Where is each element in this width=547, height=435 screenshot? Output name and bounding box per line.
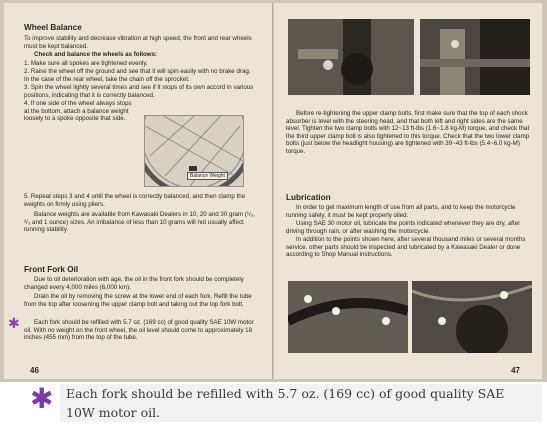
lever-image-icon xyxy=(288,281,408,353)
step-1: 1. Make sure all spokes are tightened evenly. xyxy=(24,60,148,67)
wheel-balance-image xyxy=(144,115,244,187)
brake-cable-image-icon xyxy=(412,281,532,353)
fork-paragraph-2: Drain the oil by removing the screw at the lower end of each fork. Refill the tube from the top after loosening the upper clamp bolt and taking out the top fork bolt. xyxy=(24,293,252,308)
right-page xyxy=(274,3,542,379)
lube-photo-left xyxy=(288,281,408,353)
clamp-bolt-text: Before re-tightening the upper clamp bolts, first make sure that the top of each shock absorber is level with the steering head, and that both left and right sides are the same level. Tighten the two clamp bolts with 12~13 ft-lbs (1.6~1.8 kg-M) torque, and check that the third upper clamp bolt is also tightened to this torque. Check that the two lower clamp bolts (just below the headlight housing) are tightened with 39~43 ft-lbs (5.4~6.0 kg-M) torque. xyxy=(286,110,530,155)
lube-paragraph-1: In order to get maximum length of use from all parts, and to keep the motorcycle running safely, it must be kept properly oiled. xyxy=(286,204,516,219)
balance-weight-label: Balance Weight xyxy=(187,172,228,180)
wheel-intro: To improve stability and decrease vibration at high speed, the front and rear wheels must be kept balanced. xyxy=(24,35,252,50)
fork-paragraph-1: Due to oil deterioration with age, the oil in the front fork should be completely changed every 4,000 miles (6,000 km). xyxy=(24,276,244,291)
check-heading: Check and balance the wheels as follows: xyxy=(34,51,158,58)
highlight-star-icon: ✱ xyxy=(8,315,20,331)
callout-star-icon: ✱ xyxy=(30,383,54,414)
fork-photo-left xyxy=(288,19,414,95)
lube-paragraph-2: Using SAE 30 motor oil, lubricate the points indicated whenever they are dry, after driving through rain, or after washing the motorcycle. xyxy=(286,220,521,235)
step-4: 4. If one side of the wheel always stops at the bottom, attach a balance weight loosely to a spoke opposite that side. xyxy=(24,100,132,123)
wheel-balance-title: Wheel Balance xyxy=(24,23,82,32)
page-number-right: 47 xyxy=(511,366,520,375)
lubrication-title: Lubrication xyxy=(286,193,331,202)
left-page xyxy=(4,3,273,379)
steering-head-image-icon xyxy=(420,19,530,95)
lube-photo-right xyxy=(412,281,532,353)
fork-clamp-image-icon xyxy=(288,19,414,95)
fork-photo-right xyxy=(420,19,530,95)
lube-paragraph-3: In addition to the points shown here, after several thousand miles or several months service, other parts should be inspected and lubricated by a Kawasaki Dealer or done according to Shop Manual instructions. xyxy=(286,236,526,259)
page-number-left: 46 xyxy=(30,366,39,375)
weights-text: Balance weights are available from Kawasaki Dealers in 10, 20 and 30 gram (¹/₃, ²/₃ and 1 ounce) sizes. An imbalance of less than 10 grams will not usually affect running stability. xyxy=(24,211,255,234)
highlighted-quote: Each fork should be refilled with 5.7 oz. (169 cc) of good quality SAE 10W motor oil. xyxy=(60,384,542,422)
step-5: 5. Repeat steps 3 and 4 until the wheel is correctly balanced, and then clamp the weights on firmly using pliers. xyxy=(24,193,246,208)
step-2: 2. Raise the wheel off the ground and see that it will spin easily with no brake drag. In the case of the rear wheel, take the chain off the sprocket. xyxy=(24,68,251,83)
fork-paragraph-3: Each fork should be refilled with 5.7 oz. (169 cc) of good quality SAE 10W motor oil. With no weight on the front wheel, the oil level should come to approximately 18 inches (455 mm) from the top of the tube. xyxy=(24,319,254,342)
step-3: 3. Spin the wheel lightly several times and see if it stops of its own accord in various positions, indicating that it is correctly balanced. xyxy=(24,84,254,99)
front-fork-title: Front Fork Oil xyxy=(24,265,79,274)
